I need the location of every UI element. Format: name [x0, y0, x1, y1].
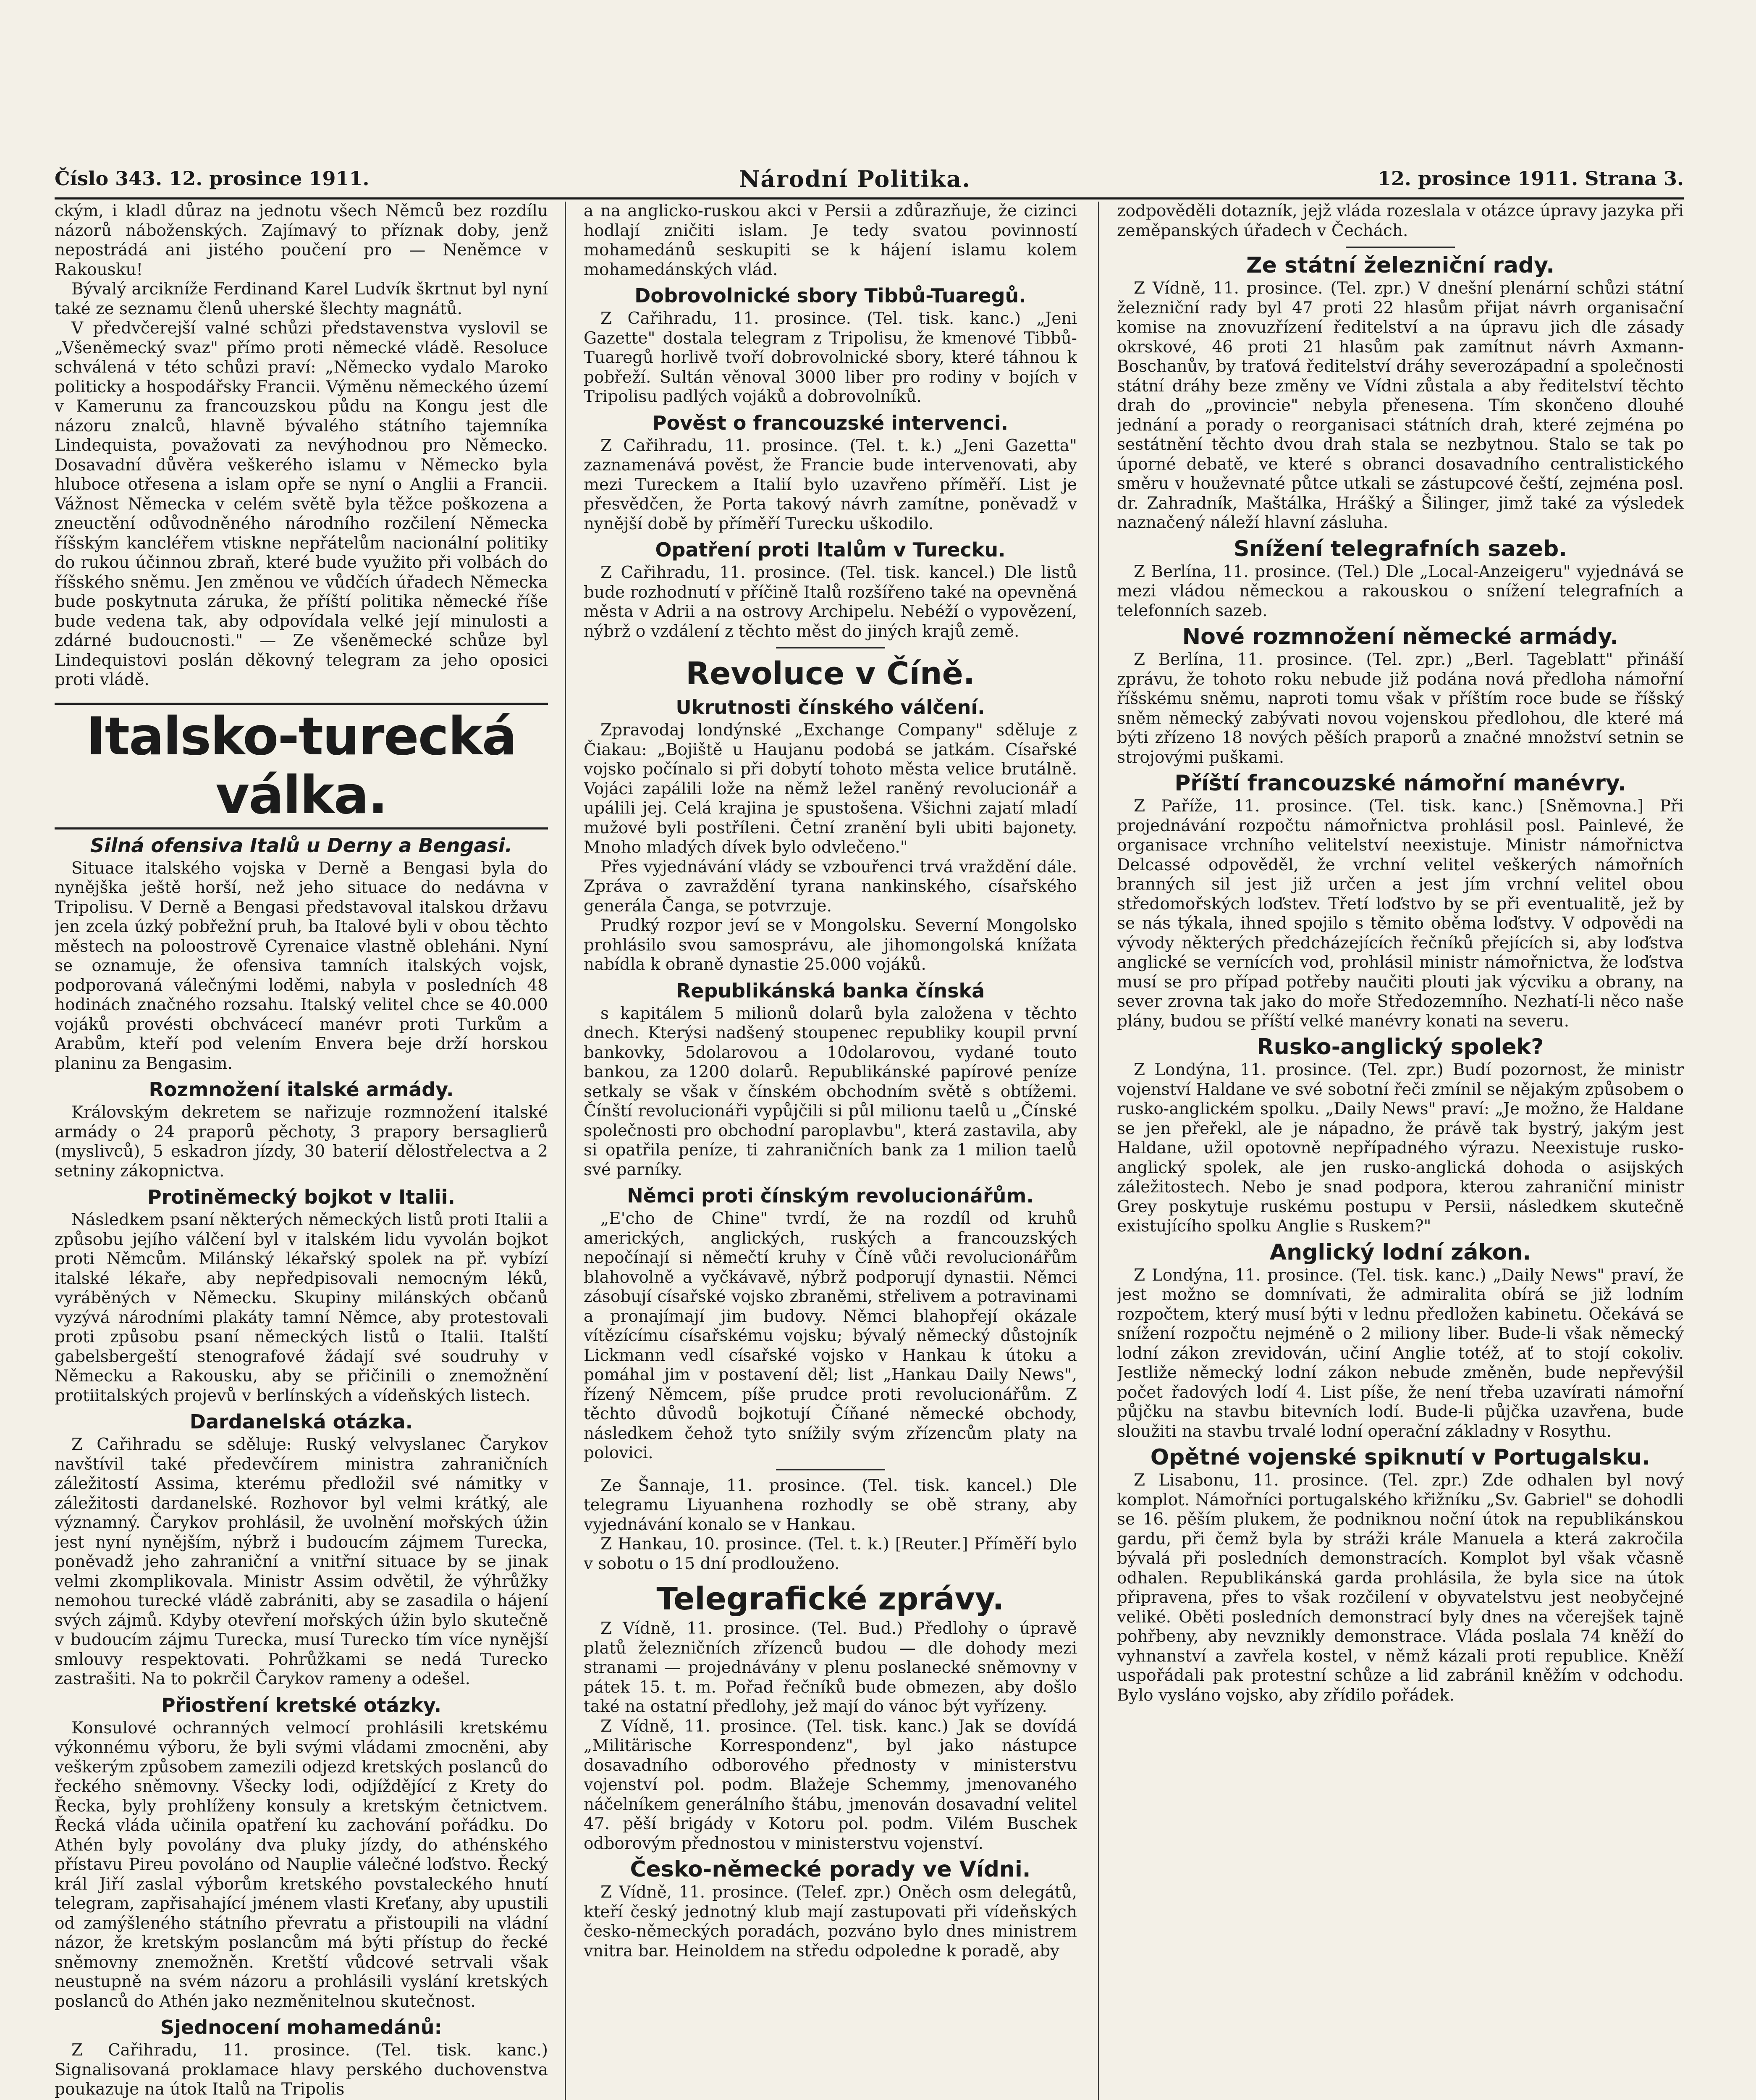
paragraph: Následkem psaní některých německých listů proti Italii a způsobu jejího válčení byl v italském lidu vyvolán bojkot proti Němcům. Milánský lékařský spolek na př. vybízí italské lékaře, aby nepředpisovali nemocným léků, vyráběných v Německu. Skupiny milánských občanů vyzývá národními plakáty tamní Němce, aby protestovali proti způsobu psaní německých listů o Italii. Italští gabelsbergeští stenografové žádají své soudruhy v Německu a Rakousku, aby se přičinili o znemožnění protiitalských projevů v berlínských a vídeňských listech. [55, 1210, 548, 1405]
paragraph: Z Cařihradu, 11. prosince. (Tel. tisk. kanc.) „Jeni Gazette" dostala telegram z Tripolisu, že kmenové Tibbů-Tuaregů horlivě tvoří dobrovolnické sbory, které táhnou k pobřeží. Sultán věnoval 3000 liber pro rodiny v bojích v Tripolisu padlých vojáků a dobrovolníků. [584, 309, 1077, 406]
paragraph: Z Berlína, 11. prosince. (Tel. zpr.) „Berl. Tageblatt" přináší zprávu, že tohoto roku nebude již podána nová předloha námořní říšskému sněmu, naproti tomu však v příštím roce bude se říšský sněm německý zabývati novou vojenskou předlohou, dle které má býti zřízeno 18 nových pěších praporů a značné množství setnin se strojovými puškami. [1117, 650, 1684, 767]
headline: Rozmnožení italské armády. [149, 1078, 454, 1101]
divider [776, 1469, 885, 1470]
paragraph: Z Vídně, 11. prosince. (Tel. tisk. kanc.) Jak se dovídá „Militärische Korrespondenz", byl jako nástupce dosavadního odborového přednosty v ministerstvu vojenství pol. podm. Blažeje Schemmy, jmenovaného náčelníkem generálního štábu, jmenován dosavadní velitel 47. pěší brigády v Kotoru pol. podm. Vilém Buschek odborovým přednostou v ministerstvu vojenství. [584, 1717, 1077, 1853]
divider [776, 647, 885, 648]
headline: Opatření proti Italům v Turecku. [655, 538, 1006, 561]
page-header [55, 160, 1684, 200]
paragraph: Královským dekretem se nařizuje rozmnožení italské armády o 24 praporů pěchoty, 3 prapory bersaglierů (myslivců), 5 eskadron jízdy, 30 baterií dělostřelectva a 2 setniny zákopnictva. [55, 1103, 548, 1181]
headline: Dobrovolnické sbory Tibbů-Tuaregů. [634, 284, 1026, 307]
paragraph: Z Lisabonu, 11. prosince. (Tel. zpr.) Zde odhalen byl nový komplot. Námořníci portugalského křižníku „Sv. Gabriel" se dohodli se 16. pěším plukem, že podniknou noční útok na republikánskou gardu, při čemž byla by stráži krále Manuela a která zakročila bývalá při posledních demonstracích. Komplot byl však včasně odhalen. Republikánská garda prohlásila, že byla sice na útok připravena, přes to však rozčilení v obyvatelstvu jest neobyčejné veliké. Oběti posledních demonstrací byly dnes na včerejšek tajně pohřbeny, aby nevznikly demonstrace. Vláda poslala 74 kněží do vyhnanství a zavřela kostel, v němž kázali proti republice. Kněží uspořádali pak protestní schůze a lid zabránil kněžím v odchodu. Bylo vysláno vojsko, aby zřídilo pořádek. [1117, 1471, 1684, 1705]
masthead-title: Národní Politika. [739, 165, 971, 192]
paragraph: Situace italského vojska v Derně a Bengasi byla do nynějška ještě horší, než jeho situace do nedávna v Tripolisu. V Derně a Bengasi představoval italskou državu jen zcela úzký pobřežní pruh, ba Italové byli v obou těchto městech na poloostrově Cyrenaice vlastně obleháni. Nyní se oznamuje, že ofensiva tamních italských vojsk, podporovaná válečnými loděmi, nabyla v posledních 48 hodinách značného rozsahu. Italský velitel chce se 40.000 vojáků provésti obchvácecí manévr proti Turkům a Arabům, kteří pod velením Envera beje drží horskou planinu za Bengasim. [55, 858, 548, 1073]
headline: Republikánská banka čínská [676, 979, 985, 1002]
headline: Pověst o francouzské intervenci. [652, 411, 1009, 434]
headline: Němci proti čínským revolucionářům. [627, 1184, 1034, 1207]
column-3 [1117, 202, 1684, 2100]
paragraph: ckým, i kladl důraz na jednotu všech Němců bez rozdílu názorů náboženských. Zajímavý to příznak doby, jenž nepostrádá ani jistého poučení pro — Neněmce v Rakousku! [55, 202, 548, 279]
paragraph: Konsulové ochranných velmocí prohlásili kretskému výkonnému výboru, že byli svými vládami zmocněni, aby veškerým způsobem zamezili odjezd kretských poslanců do řeckého sněmovny. Všecky lodi, odjíždějící z Krety do Řecka, byly prohlíženy konsuly a kretským četnictvem. Řecká vláda učinila opatření ku zachování pořádku. Do Athén byly povolány dva pluky jízdy, do athénského přístavu Pireu povoláno od Nauplie válečné loďstvo. Řecký král Jiří zaslal výborům kretského povstaleckého hnutí telegram, zapřisahající jménem vlasti Kreťany, aby upustili od zamýšleného státního převratu a přistoupili na vládní názor, že kretským poslancům má býti přístup do řecké sněmovny znemožněn. Kretští vůdcové setrvali však neustupně na svém názoru a prohlásili vyslání kretských poslanců do Athén jako nezměnitelnou skutečnost. [55, 1718, 548, 2011]
paragraph: zodpověděli dotazník, jejž vláda rozeslala v otázce úpravy jazyka při zeměpanských úřadech v Čechách. [1117, 202, 1684, 240]
column-2 [584, 202, 1077, 2100]
section-heading-telegraficke: Telegrafické zprávy. [656, 1581, 1004, 1617]
headline: Příští francouzské námořní manévry. [1174, 771, 1626, 796]
headline: Anglický lodní zákon. [1269, 1239, 1531, 1265]
headline: Rusko-anglický spolek? [1257, 1034, 1544, 1060]
paragraph: Zpravodaj londýnské „Exchange Company" sděluje z Čiakau: „Bojiště u Haujanu podobá se jatkám. Císařské vojsko počínalo si při dobytí tohoto města velice brutálně. Vojáci zapálili lože na němž ležel raněný revolucionář a upálili jej. Celá krajina je spustošena. Všichni zajatí mladí mužové byli postříleni. Četní zranění byli ubiti bajonety. Mnoho mladých dívek bylo odvlečeno." [584, 721, 1077, 857]
paragraph: Z Paříže, 11. prosince. (Tel. tisk. kanc.) [Sněmovna.] Při projednávání rozpočtu námořnictva prohlásil posl. Painlevé, že organisace vrchního velitelství neexistuje. Ministr námořnictva Delcassé odpověděl, že vrchní velitel veškerých námořních branných sil jest již určen a jest jím vrchní velitel obou středomořských loďstev. Třetí loďstvo by se při eventualitě, jež by se nás týkala, ihned spojilo s těmito oběma loďstvy. V odpovědi na vývody některých předcházejících řečníků přejících si, aby loďstva anglické se vernících vod, prohlásil ministr námořnictva, že loďstva musí se pro případ potřeby naučiti plouti jak výcviku a obrany, na sever zrovna tak jako do moře Středozemního. Nezhatí-li něco naše plány, budou se příští velké manévry konati na severu. [1117, 797, 1684, 1031]
paragraph: V předvčerejší valné schůzi představenstva vyslovil se „Všeněmecký svaz" přímo proti německé vládě. Resoluce schválená v této schůzi praví: „Německo vydalo Maroko politicky a hospodářsky Francii. Výměnu německého území v Kamerunu za francouzskou půdu na Kongu jest dle názoru znalců, hlavně bývalého státního tajemníka Lindequista, považovati za nevýhodnou pro Německo. Dosavadní důvěra veškerého islamu v Německo byla hluboce otřesena a islam opře se nyní o Anglii a Francii. Vážnost Německa v celém světě byla těžce poškozena a zneuctění odůvodněného národního rozčilení Německa říšským kancléřem vtiskne nepřátelům nacionální politiky do rukou účinnou zbraň, které bude využito při volbách do říšského sněmu. Jen změnou ve vůdčích úřadech Německa bude poskytnuta záruka, že příští politika německé říše bude vedena tak, aby odpovídala velké její minulosti a zdárné budoucnosti." — Ze všeněmecké schůze byl Lindequistovi poslán děkovný telegram za jeho oposici proti vládě. [55, 319, 548, 689]
paragraph: Z Hankau, 10. prosince. (Tel. t. k.) [Reuter.] Příměří bylo v sobotu o 15 dní prodlouženo. [584, 1535, 1077, 1573]
column-1 [55, 202, 548, 2100]
headline: Ze státní železniční rady. [1246, 253, 1555, 278]
headline: Opětné vojenské spiknutí v Portugalsku. [1150, 1445, 1651, 1470]
paragraph: Prudký rozpor jeví se v Mongolsku. Severní Mongolsko prohlásilo svou samosprávu, ale jihomongolská knížata nabídla k obraně dynastie 25.000 vojáků. [584, 916, 1077, 974]
headline: Přiostření kretské otázky. [161, 1693, 442, 1717]
headline: Ukrutnosti čínského válčení. [676, 696, 985, 719]
paragraph: Z Cařihradu, 11. prosince. (Tel. t. k.) „Jeni Gazetta" zaznamenává pověst, že Francie bude intervenovati, aby mezi Tureckem a Italií bylo uzavřeno příměří. List je přesvědčen, že Porta takový návrh zamítne, poněvadž v nynější době by příměří Turecku uškodilo. [584, 436, 1077, 533]
paragraph: a na anglicko-ruskou akci v Persii a zdůrazňuje, že cizinci hodlají zničiti islam. Je tedy svatou povinností mohamedánů seskupiti se k hájení islamu kolem mohamedánských vlád. [584, 202, 1077, 279]
paragraph: Z Cařihradu, 11. prosince. (Tel. tisk. kanc.) Signalisovaná proklamace hlavy perského duchovenstva poukazuje na útok Italů na Tripolis [55, 2041, 548, 2099]
column-divider [1098, 202, 1099, 2100]
paragraph: Z Londýna, 11. prosince. (Tel. tisk. kanc.) „Daily News" praví, že jest možno se domnívati, že admiralita obírá se již lodním rozpočtem, který musí býti v lednu předložen kabinetu. Očekává se snížení rozpočtu nejméně o 2 miliony liber. Bude-li však německý lodní zákon zrevidován, učiní Anglie totéž, ať to stojí cokoliv. Jestliže německý lodní zákon nebude změněn, bude nepřevýšil počet řadových lodí 4. List píše, že není třeba uzavírati námořní půjčku na stavbu bitevních lodí. Bude-li půjčka uzavřena, bude sloužiti na stavbu trvalé lodní operační základny v Rosythu. [1117, 1265, 1684, 1441]
issue-info: Číslo 343. 12. prosince 1911. [55, 167, 370, 190]
section-banner-italsko-turecka: Italsko-turecká válka. [55, 703, 548, 830]
headline: Snížení telegrafních sazeb. [1234, 536, 1567, 562]
paragraph: Přes vyjednávání vlády se vzbouřenci trvá vraždění dále. Zpráva o zavraždění tyrana nankinského, císařského generála Čanga, se potvrzuje. [584, 857, 1077, 916]
section-heading-revoluce: Revoluce v Číně. [686, 656, 975, 692]
paragraph: Z Londýna, 11. prosince. (Tel. zpr.) Budí pozornost, že ministr vojenství Haldane ve své sobotní řeči zmínil se nějakým způsobem o rusko-anglickém spolku. „Daily News" praví: „Je možno, že Haldane se jen přeřekl, ale je nápadno, že právě tak bystrý, jakým jest Haldane, užil opotovně nepřípadného výrazu. Neexistuje rusko-anglický spolek, ale jen rusko-anglická dohoda o asijských záležitostech. Nebo je snad podpora, kterou zahraniční ministr Grey poskytuje ruskému postupu v Persii, následkem skutečně existujícího spolku Anglie s Ruskem?" [1117, 1060, 1684, 1236]
paragraph: „E'cho de Chine" tvrdí, že na rozdíl od kruhů amerických, anglických, ruských a francouzských nepočínají si němečtí kruhy v Číně vůči revolucionářům blahovolně a vyčkávavě, nýbrž podporují dynastii. Němci zásobují císařské vojsko zbraněmi, střelivem a potravinami a pronajímají jim budovy. Němci blahopřejí okázale vítězícímu císařskému vojsku; bývalý německý důstojník Lickmann vedl císařské vojsko v Hankau k útoku a pomáhal jim v postavení děl; list „Hankau Daily News", řízený Němcem, píše prudce proti revolucionářům. Z těchto důvodů bojkotují Číňané německé obchody, následkem čehož tyto snížily svým zřízencům platy na polovici. [584, 1209, 1077, 1462]
headline: Sjednocení mohamedánů: [160, 2016, 442, 2039]
paragraph: Z Vídně, 11. prosince. (Telef. zpr.) Oněch osm delegátů, kteří český jednotný klub mají zastupovati při vídeňských česko-německých poradách, pozváno bylo dnes ministrem vnitra bar. Heinoldem na středu odpoledne k poradě, aby [584, 1883, 1077, 1961]
headline: Dardanelská otázka. [189, 1410, 413, 1433]
paragraph: Bývalý arcikníže Ferdinand Karel Ludvík škrtnut byl nyní také ze seznamu členů uherské šlechty magnátů. [55, 280, 548, 318]
paragraph: Z Vídně, 11. prosince. (Tel. zpr.) V dnešní plenární schůzi státní železniční rady byl 47 proti 22 hlasům přijat návrh organisační komise na znovuzřízení ředitelství a na úpravu jich dle zásady okrskové, 46 proti 21 hlasům pak zamítnut návrh Axmann-Boschanův, by traťová ředitelství dráhy severozápadní a společnosti státní dráhy beze změny ve Vídni zůstala a aby ředitelství těchto drah do „provincie" nebyla přenesena. Tím skončeno dlouhé jednání a porady o reorganisaci státních drah, které zejména po sestátnění těchto dvou drah stala se nezbytnou. Stalo se tak po úporné debatě, ve které s obranci dosavadního centralistického směru v houževnaté půtce utkali se zástupcové čeští, zejména posl. dr. Zahradník, Maštálka, Hrášký a Šilinger, jimž také za výsledek naznačený náleží hlavní zásluha. [1117, 279, 1684, 532]
headline: Nové rozmnožení německé armády. [1182, 624, 1619, 649]
paragraph: Ze Šannaje, 11. prosince. (Tel. tisk. kancel.) Dle telegramu Liyuanhena rozhodly se obě strany, aby vyjednávání konalo se v Hankau. [584, 1476, 1077, 1534]
paragraph: Z Berlína, 11. prosince. (Tel.) Dle „Local-Anzeigeru" vyjednává se mezi vládou německou a rakouskou o snížení telegrafních a telefonních sazeb. [1117, 562, 1684, 620]
date-page-info: 12. prosince 1911. Strana 3. [1377, 167, 1684, 190]
headline: Silná ofensiva Italů u Derny a Bengasi. [90, 834, 513, 857]
headline: Protiněmecký bojkot v Italii. [147, 1186, 455, 1208]
paragraph: Z Vídně, 11. prosince. (Tel. Bud.) Předlohy o úpravě platů železničních zřízenců budou — dle dohody mezi stranami — projednávány v plenu poslanecké sněmovny v pátek 15. t. m. Pořad řečníků bude obmezen, aby došlo také na ostatní předlohy, jež mají do vánoc být vyřízeny. [584, 1619, 1077, 1716]
paragraph: Z Cařihradu, 11. prosince. (Tel. tisk. kancel.) Dle listů bude rozhodnutí v příčině Italů rozšířeno také na opevněná města v Adrii a na ostrovy Archipelu. Nebéží o vypovězení, nýbrž o vzdálení z těchto měst do jiných krajů země. [584, 563, 1077, 641]
paragraph: Z Cařihradu se sděluje: Ruský velvyslanec Čarykov navštívil také předevčírem ministra zahraničních záležitostí Assima, kterému předložil své námitky v záležitosti dardanelské. Rozhovor byl velmi krátký, ale významný. Čarykov prohlásil, že uvolnění mořských úžin jest nyní nynějším, nýbrž i budoucím zájmem Turecka, poněvadž jeho zahraniční a vnitřní situace by se jinak velmi zkomplikovala. Ministr Assim odvětil, že výhrůžky nemohou turecké vládě zabrániti, aby se zasadila o hájení svých zájmů. Kdyby otevření mořských úžin bylo skutečně v budoucím zájmu Turecka, musí Turecko tím více nynější smlouvy respektovati. Pohrůžkami se nedá Turecko zastrašiti. Na to pokrčil Čarykov rameny a odešel. [55, 1435, 548, 1688]
headline: Česko-německé porady ve Vídni. [630, 1857, 1031, 1882]
divider [1346, 247, 1455, 248]
paragraph: s kapitálem 5 milionů dolarů byla založena v těchto dnech. Kterýsi nadšený stoupenec republiky koupil první bankovky, 5dolarovou a 10dolarovou, vydané touto bankou, za 1200 dolarů. Republikánské papírové peníze setkaly se však v čínském obchodním světě s obtížemi. Čínští revolucionáři vypůjčili si půl milionu taelů u „Čínské společnosti pro obchodní paroplavbu", která zastavila, aby si opatřila peníze, ti zahraničních bank za 1 milion taelů své parníky. [584, 1004, 1077, 1179]
column-divider [565, 202, 566, 2100]
